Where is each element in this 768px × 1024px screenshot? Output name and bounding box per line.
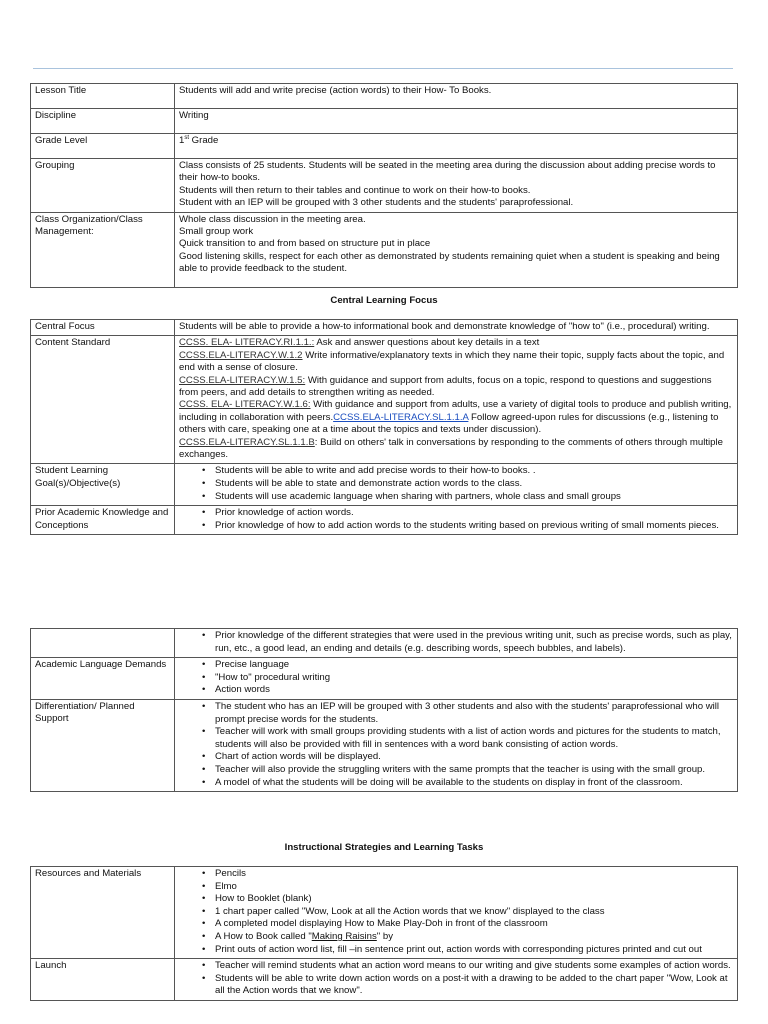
table-row [31,212,738,287]
organization-line: Small group work [179,226,254,238]
list-item: • Students will be able to write down action words on a post-it with a drawing to be added to the chart paper "Wow, Look at all the Action words that we know". [215,973,733,998]
standard-ri-1-1 [179,337,539,348]
grouping-line: Student with an IEP will be grouped with 3 other students and the students' paraprofessional. [179,197,574,209]
list-item: • Action words [215,684,733,697]
learning-goals-label: Student Learning Goal(s)/Objective(s) [31,464,175,506]
learning-goals-list [179,465,733,503]
book-title: Making Raisins [311,930,377,942]
prior-knowledge-label: Prior Academic Knowledge and Conceptions [31,506,175,535]
class-organization-label: Class Organization/Class Management: [31,212,175,287]
standard-w-1-6-link[interactable]: CCSS. ELA- LITERACY.W.1.6: [179,399,311,411]
list-item: • A completed model displaying How to Make Play-Doh in front of the classroom [215,918,733,931]
academic-language-list [179,659,733,697]
list-item: • 1 chart paper called "Wow, Look at all the Action words that we know" displayed to the class [215,906,733,919]
standard-w-1-5-link[interactable]: CCSS.ELA-LITERACY.W.1.5: [179,374,306,386]
prior-knowledge-continued-list [179,630,733,655]
grouping-line: Class consists of 25 students. Students will be seated in the meeting area during the discussion about adding precise words to their how-to books. [179,160,716,184]
table-row [31,84,738,109]
prior-knowledge-continued-label [31,629,175,658]
organization-line: Good listening skills, respect for each other as demonstrated by students remaining quiet when a student is speaking and being able to provide feedback to the student. [179,250,720,275]
launch-label: Launch [31,959,175,1001]
standard-sl-1-1-b-link[interactable]: CCSS.ELA-LITERACY.SL.1.1.B [179,436,315,448]
launch-list [179,960,733,998]
prior-knowledge-value [175,506,738,535]
standard-w-1-2 [179,350,724,373]
resources-label: Resources and Materials [31,867,175,959]
list-item: • How to Booklet (blank) [215,893,733,906]
standard-w-1-5 [179,375,712,398]
list-item: • Precise language [215,659,733,672]
prior-knowledge-continued-value [175,629,738,658]
academic-language-label: Academic Language Demands [31,658,175,700]
table-row [31,699,738,791]
discipline-value: Writing [175,109,738,134]
list-item: • "How to" procedural writing [215,672,733,685]
instructional-strategies-heading: Instructional Strategies and Learning Tasks [284,842,484,853]
list-item: • Prior knowledge of action words. [215,507,733,520]
launch-value [175,959,738,1001]
list-item: • Teacher will also provide the struggling writers with the same prompts that the teacher is using with the small group. [215,764,733,777]
list-item: • A model of what the students will be doing will be available to the students on display in front of the classroom. [215,777,733,790]
list-item [215,931,733,944]
differentiation-list [179,701,733,789]
list-item: • Students will be able to state and demonstrate action words to the class. [215,478,733,491]
table-row [31,336,738,464]
organization-line: Quick transition to and from based on structure put in place [179,238,431,250]
discipline-label: Discipline [31,109,175,134]
grade-level-value [175,134,738,159]
central-focus-table [30,319,738,535]
list-item: • Elmo [215,881,733,894]
list-item: • Teacher will remind students what an action word means to our writing and give students some examples of action words. [215,960,733,973]
content-standard-label: Content Standard [31,336,175,464]
lesson-title-value: Students will add and write precise (action words) to their How- To Books. [175,84,738,109]
table-row [31,134,738,159]
standard-w-1-5-text: With guidance and support from adults, focus on a topic, respond to questions and suggestions from peers, and add details to strengthen writing as needed. [179,374,712,399]
differentiation-value [175,699,738,791]
list-item: • Print outs of action word list, fill –in sentence print out, action words with corresponding pictures printed and cut out [215,944,733,957]
standard-sl-1-1-b-text: : Build on others' talk in conversations by responding to the comments of others through multiple exchanges. [179,436,723,461]
standard-sl-1-1-a-text: Follow agreed-upon rules for discussions (e.g., listening to others with care, speaking one at a time about the topics and texts under discussion). [179,411,719,436]
page-top-rule [33,68,733,69]
list-item: • Prior knowledge of how to add action words to the students writing based on previous writing of small moments pieces. [215,520,733,533]
grade-number: 1 [179,135,185,146]
standard-w-1-2-link[interactable]: CCSS.ELA-LITERACY.W.1.2 [179,349,303,361]
table-row [31,159,738,213]
table-row [31,320,738,336]
grouping-value [175,159,738,213]
language-support-table [30,628,738,792]
grade-suffix: st [184,134,190,141]
book-item-suffix: " by [376,930,394,942]
central-focus-label: Central Focus [31,320,175,336]
standard-w-1-6 [179,399,731,435]
standard-w-1-2-text: Write informative/explanatory texts in which they name their topic, supply facts about the topic, and end with a sense of closure. [179,349,725,374]
standard-sl-1-1-a-link[interactable]: CCSS.ELA-LITERACY.SL.1.1.A [333,411,469,423]
lesson-info-table [30,83,738,288]
list-item: • Prior knowledge of the different strategies that were used in the previous writing unit, such as precise words, such as play, run, etc., a good lead, an ending and details (e.g. describing words, speech bubbles, and labels). [215,630,733,655]
central-focus-value: Students will be able to provide a how-to informational book and demonstrate knowledge of "how to" (i.e., procedural) writing. [175,320,738,336]
organization-line: Whole class discussion in the meeting area. [179,213,366,225]
grade-word: Grade [189,135,219,146]
list-item: • Students will be able to write and add precise words to their how-to books. . [215,465,733,478]
table-row [31,109,738,134]
resources-list [179,868,733,956]
list-item: • Chart of action words will be displayed. [215,751,733,764]
standard-w-1-6-text: With guidance and support from adults, use a variety of digital tools to produce and publish writing, including in collaboration with peers. [179,399,732,423]
list-item: • The student who has an IEP will be grouped with 3 other students and also with the students' paraprofessional who will prompt precise words for the students. [215,701,733,726]
content-standard-value [175,336,738,464]
strategies-table [30,866,738,1001]
table-row [31,867,738,959]
differentiation-label: Differentiation/ Planned Support [31,699,175,791]
grouping-label: Grouping [31,159,175,213]
grouping-line: Students will then return to their tables and continue to work on their how-to books. [179,184,531,196]
academic-language-value [175,658,738,700]
lesson-title-label: Lesson Title [31,84,175,109]
standard-sl-1-1-b [179,437,723,460]
table-row [31,629,738,658]
resources-value [175,867,738,959]
table-row [31,506,738,535]
standard-ri-1-1-text: Ask and answer questions about key details in a text [314,337,540,349]
central-learning-focus-heading: Central Learning Focus [330,295,438,306]
table-row [31,658,738,700]
list-item: • Pencils [215,868,733,881]
list-item: • Teacher will work with small groups providing students with a list of action words and pictures for the students to match, students will also be provided with fill in sentences with a word bank consisting of action words. [215,726,733,751]
prior-knowledge-list [179,507,733,532]
class-organization-value [175,212,738,287]
table-row [31,959,738,1001]
grade-level-label: Grade Level [31,134,175,159]
standard-ri-1-1-link[interactable]: CCSS. ELA- LITERACY.RI.1.1.: [179,337,315,349]
learning-goals-value [175,464,738,506]
book-item-prefix: A How to Book called " [215,930,312,942]
table-row [31,464,738,506]
list-item: • Students will use academic language when sharing with partners, whole class and small groups [215,491,733,504]
